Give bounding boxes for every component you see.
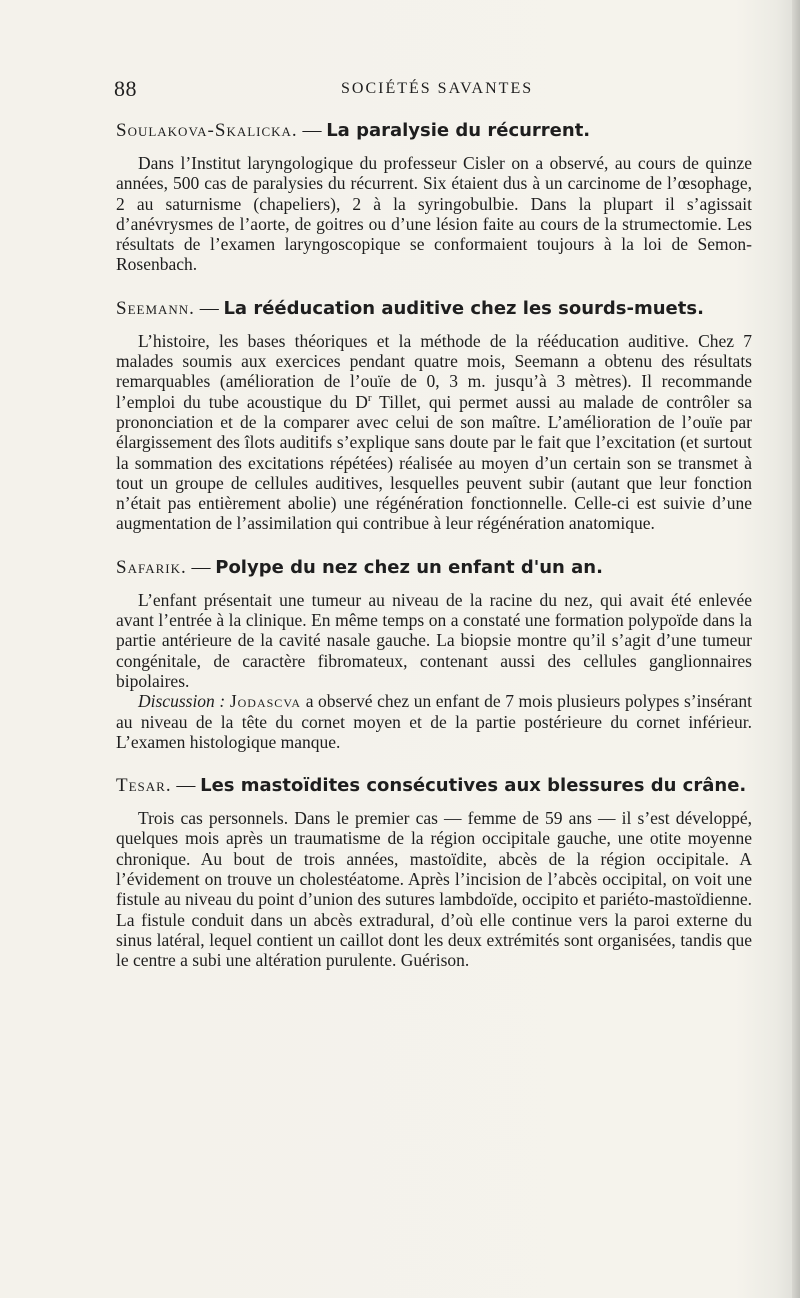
article-author: Soulakova-Skalicka. (116, 120, 298, 141)
article-title: La rééducation auditive chez les sourds-muets. (223, 297, 704, 319)
article-author: Tesar. (116, 775, 172, 797)
discussion-author: Jodascva (229, 691, 302, 712)
page-edge-shadow (792, 0, 800, 1298)
paragraph-text-part: L’histoire, les bases théoriques et la méthode de la rééducation auditive. Chez 7 malades soumis aux exercices pendant quatre mois, Seemann a obtenu des résultats remarquables (amélioration de l’ouïe de 0, 3 m. jusqu’à 3 mètres). Il recommande l’emploi du tube acoustique du D (116, 330, 752, 412)
article-heading (116, 120, 752, 142)
page-header (114, 76, 754, 106)
discussion-text: a observé chez un enfant de 7 mois plusieurs polypes s’insérant au niveau de la tête du cornet moyen et de la partie postérieure du cornet inférieur. L’examen histologique manque. (116, 691, 753, 752)
paragraph-text-part: Tillet, qui permet aussi au malade de contrôler sa prononciation et de la comparer avec celui de son maître. L’amélioration de l’ouïe par élargissement des îlots auditifs s’explique sans doute par le fait que l’excitation (et surtout la sommation des excitations répétées) réalisée au moyen d’un certain son se transmet à tout un groupe de cellules auditives, lesquelles peuvent subir (autant que leur fonction n’était pas entièrement abolie) une régénération fonctionnelle. Celle-ci est suivie d’une augmentation de l’assimilation qui contribue à leur régénération anatomique. (116, 391, 752, 534)
heading-separator: — (194, 297, 224, 319)
heading-separator: — (186, 556, 216, 578)
superscript: r (367, 391, 372, 404)
article-soulakova (116, 120, 752, 275)
article-title: Polype du nez chez un enfant d'un an. (215, 556, 603, 578)
article-title: La paralysie du récurrent. (326, 120, 591, 141)
article-paragraph (116, 331, 752, 534)
heading-separator: — (171, 775, 201, 797)
heading-separator: — (297, 120, 327, 141)
article-author: Seemann. (116, 297, 195, 319)
running-title: SOCIÉTÉS SAVANTES (341, 80, 534, 97)
article-title: Les mastoïdites consécutives aux blessures du crâne. (200, 775, 747, 797)
article-safarik (116, 557, 752, 752)
article-heading (116, 557, 752, 579)
discussion-paragraph (116, 691, 752, 752)
article-heading (116, 298, 752, 320)
article-paragraph: Dans l’Institut laryngologique du professeur Cisler on a observé, au cours de quinze années, 500 cas de paralysies du récurrent. Six étaient dus à un carcinome de l’œsophage, 2 au saturnisme (chapeliers), 2 à la syringobulbie. Dans la plupart il s’agissait d’anévrysmes de l’aorte, de goitres ou d’une lésion faite au cours de la strumectomie. Les résultats de l’examen laryngoscopique se conformaient toujours à la loi de Semon-Rosenbach. (116, 153, 752, 275)
article-heading (116, 775, 752, 797)
article-paragraph: L’enfant présentait une tumeur au niveau de la racine du nez, qui avait été enlevée avant l’entrée à la clinique. En même temps on a constaté une formation polypoïde dans la partie antérieure de la cavité nasale gauche. La biopsie montre qu’il s’agit d’une tumeur congénitale, de caractère fibromateux, contenant aussi des cellules ganglionnaires bipolaires. (116, 589, 752, 691)
article-seemann (116, 298, 752, 534)
article-paragraph: Trois cas personnels. Dans le premier cas — femme de 59 ans — il s’est développé, quelques mois après un traumatisme de la région occipitale gauche, une otite moyenne chronique. Au bout de trois années, mastoïdite, abcès de la région occipitale. A l’évidement on trouve un cholestéatome. Après l’incision de l’abcès occipital, on voit une fistule au niveau du point d’union des sutures lambdoïde, occipito et pariéto-mastoïdienne. La fistule conduit dans un abcès extradural, d’où elle continue vers la paroi externe du sinus latéral, lequel contient un caillot dont les deux extrémités sont organisées, tandis que le centre a subi une altération purulente. Guérison. (116, 808, 752, 971)
article-author: Safarik. (116, 556, 187, 578)
article-tesar (116, 775, 752, 970)
page-content (116, 120, 752, 971)
discussion-label: Discussion : (138, 691, 226, 712)
page-number: 88 (114, 76, 137, 101)
